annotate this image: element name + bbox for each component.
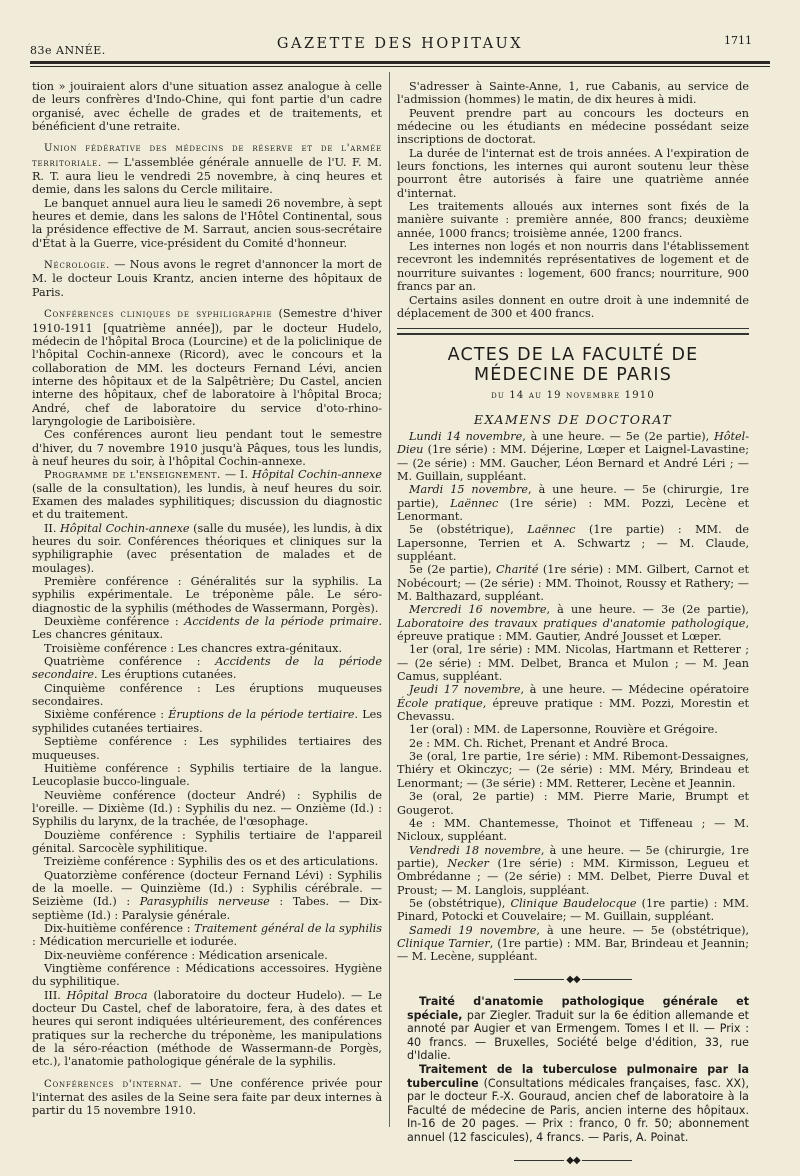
column-divider [389, 72, 390, 1127]
paragraph: Certains asiles donnent en outre droit à une indemnité de déplacement de 300 et 400 francs. [397, 293, 749, 320]
conference-item: Dix-huitième conférence : Traitement général de la syphilis : Médication mercurielle et iodurée. [32, 921, 382, 949]
paragraph: S'adresser à Sainte-Anne, 1, rue Cabanis, au service de l'admission (hommes) le matin, de dix heures à midi. [397, 80, 749, 107]
exam-entry: 5e (obstétrique), Clinique Baudelocque (1re partie) : MM. Pinard, Potocki et Couvelaire; — M. Guillain, suppléant. [397, 896, 749, 924]
conference-item: Treizième conférence : Syphilis des os et des articulations. [44, 855, 379, 869]
exam-entry: Vendredi 18 novembre, à une heure. — 5e (chirurgie, 1re partie), Necker (1re série) : MM. Kirmisson, Legueu et Ombrédanne ; — (2e série) : MM. Delbet, Pierre Duval et Proust; — M. Langlois, suppléant. [397, 843, 750, 897]
paragraph: La durée de l'internat est de trois années. A l'expiration de leurs fonctions, les internes qui auront soutenu leur thèse pourront être autorisés à faire une quatrième année d'internat. [397, 146, 749, 200]
left-column [32, 80, 382, 1118]
paragraph: Les internes non logés et non nourris dans l'établissement recevront les indemnités représentatives de logement et de nourriture suivantes : logement, 600 francs; nourriture, 900 francs par an. [397, 240, 749, 294]
conference-item: Troisième conférence : Les chancres extra-génitaux. [44, 641, 343, 655]
paragraph: Ces conférences auront lieu pendant tout le semestre d'hiver, du 7 novembre 1910 jusqu'à Pâques, tous les lundis, à neuf heures du soir, à l'hôpital Cochin-annexe. [32, 428, 382, 468]
paragraph: Peuvent prendre part au concours les docteurs en médecine ou les étudiants en médecine possédant seize inscriptions de doctorat. [397, 106, 749, 147]
section-heading: Union fédérative des médecins de réserve et de l'armée territoriale. [32, 143, 382, 169]
conferences-notice: Conférences cliniques de syphiligraphie (Semestre d'hiver 1910-1911 [quatrième année]), par le docteur Hudelo, médecin de l'hôpital Broca (Lourcine) et de la policlinique de l'hôpital Cochin-annexe (Ricord), avec le concours et la collaboration de MM. les docteurs Fernand Lévi, ancien interne des hôpitaux et de la Salpêtrière; Du Castel, ancien interne des hôpitaux, chef de laboratoire à l'hôpital Broca; André, chef de laboratoire du service d'oto-rhino-laryngologie de Lariboisière. [32, 307, 382, 428]
paragraph: II. Hôpital Cochin-annexe (salle du musée), les lundis, à dix heures du soir. Conférences théoriques et cliniques sur la syphiligraphie (avec présentation de malades et de moulages). [32, 521, 383, 575]
book-notice: Traitement de la tuberculose pulmonaire par la tuberculine (Consultations médicales françaises, fasc. XX), par le docteur F.-X. Gouraud, ancien chef de laboratoire à la Faculté de médecine de Paris, ancien interne des hôpitaux. In-16 de 20 pages. — Prix : franco, 0 fr. 50; abonnement annuel (12 fascicules), 4 francs. — Paris, A. Poinat. [407, 1062, 749, 1144]
year-label: 83e ANNÉE. [30, 44, 106, 57]
exam-entry: Mardi 15 novembre, à une heure. — 5e (chirurgie, 1re partie), Laënnec (1re série) : MM. Pozzi, Lecène et Lenormant. [397, 483, 749, 523]
paragraph: Les traitements alloués aux internes sont fixés de la manière suivante : première année, 800 francs; deuxième année, 1000 francs; troisième année, 1200 francs. [397, 200, 749, 240]
necrology-notice: Nécrologie. — Nous avons le regret d'annoncer la mort de M. le docteur Louis Krantz, ancien interne des hôpitaux de Paris. [32, 258, 382, 299]
exam-entry: 5e (2e partie), Charité (1re série) : MM. Gilbert, Carnot et Nobécourt; — (2e série) : MM. Thoinot, Roussy et Rathery; — M. Balthazard, suppléant. [397, 563, 749, 603]
conference-item: Dix-neuvième conférence : Médication arsenicale. [44, 948, 328, 962]
union-notice: Union fédérative des médecins de réserve et de l'armée territoriale. — L'assemblée générale annuelle de l'U. F. M. R. T. aura lieu le vendredi 25 novembre, à cinq heures et demie, dans les salons du Cercle militaire. [32, 143, 382, 197]
section-heading: Nécrologie. [44, 260, 111, 272]
conference-item: Septième conférence : Les syphilides tertiaires des muqueuses. [32, 735, 382, 762]
exam-entry: 3e (oral, 2e partie) : MM. Pierre Marie, Brumpt et Gougerot. [397, 790, 749, 817]
conference-item: Vingtième conférence : Médications accessoires. Hygiène du syphilitique. [32, 962, 382, 989]
journal-title: GAZETTE DES HOPITAUX [276, 36, 524, 52]
exam-entry: 5e (obstétrique), Laënnec (1re partie) : MM. de Lapersonne, Terrien et A. Schwartz ; — M. Claude, suppléant. [397, 523, 749, 563]
section-heading: Programme de l'enseignement. [44, 468, 221, 482]
program-paragraph: Programme de l'enseignement. — I. Hôpital Cochin-annexe (salle de la consultation), les lundis, à neuf heures du soir. Examen des malades syphilitiques; discussion du diagnostic et du traitement. [32, 468, 382, 522]
section-heading: Conférences cliniques de syphiligraphie [44, 309, 273, 321]
exam-entry: 1er (oral, 1re série) : MM. Nicolas, Hartmann et Retterer ; — (2e série) : MM. Delbet, Branca et Mulon ; — M. Jean Camus, suppléant. [397, 643, 749, 684]
internat-notice: Conférences d'internat. — Une conférence privée pour l'internat des asiles de la Seine sera faite par deux internes à partir du 15 novembre 1910. [32, 1076, 382, 1118]
paragraph: tion » jouiraient alors d'une situation assez analogue à celle de leurs confrères d'Indo-Chine, qui font partie d'un cadre organisé, avec échelle de grades et de traitements, et bénéficient d'une retraite. [32, 80, 382, 134]
header-rule-thin [30, 66, 770, 67]
conference-item: Sixième conférence : Éruptions de la période tertiaire. Les syphilides cutanées tertiaires. [32, 708, 382, 735]
exam-entry: 4e : MM. Chantemesse, Thoinot et Tiffeneau ; — M. Nicloux, suppléant. [397, 816, 749, 844]
paragraph: Le banquet annuel aura lieu le samedi 26 novembre, à sept heures et demie, dans les salons de l'Hôtel Continental, sous la présidence effective de M. Sarraut, ancien sous-secrétaire d'État à la Guerre, vice-président du Comité d'honneur. [32, 196, 382, 250]
exam-entry: 3e (oral, 1re partie, 1re série) : MM. Ribemont-Dessaignes, Thiéry et Okinczyc; — (2e série) : MM. Méry, Brindeau et Lenormant; — (3e série) : MM. Retterer, Lecène et Jeannin. [397, 750, 749, 790]
conference-item: Deuxième conférence : Accidents de la période primaire. Les chancres génitaux. [32, 615, 383, 642]
conference-item: Quatorzième conférence (docteur Fernand Lévi) : Syphilis de la moelle. — Quinzième (Id.) : Syphilis cérébrale. — Seizième (Id.) : Parasyphilis nerveuse : Tabes. — Dix-septième (Id.) : Paralysie générale. [32, 868, 383, 922]
conference-item: Huitième conférence : Syphilis tertiaire de la langue. Leucoplasie bucco-linguale. [32, 761, 382, 789]
page-number: 1711 [724, 34, 752, 47]
conference-item: Quatrième conférence : Accidents de la période secondaire. Les éruptions cutanées. [32, 655, 382, 682]
conference-item: Première conférence : Généralités sur la syphilis. La syphilis expérimentale. Le tréponème pâle. Le séro-diagnostic de la syphilis (méthodes de Wassermann, Porgès). [32, 575, 382, 615]
exam-entry: Jeudi 17 novembre, à une heure. — Médecine opératoire École pratique, épreuve pratique : MM. Pozzi, Morestin et Chevassu. [397, 683, 749, 724]
book-notice: Traité d'anatomie pathologique générale et spéciale, par Ziegler. Traduit sur la 6e édition allemande et annoté par Augier et van Ermengem. Tomes I et II. — Prix : 40 francs. — Bruxelles, Société belge d'édition, 33, rue d'Idalie. [407, 994, 749, 1063]
exam-entry: 1er (oral) : MM. de Lapersonne, Rouvière et Grégoire. [409, 723, 718, 737]
paragraph: III. Hôpital Broca (laboratoire du docteur Hudelo). — Le docteur Du Castel, chef de laboratoire, fera, à des dates et heures qui seront indiquées ultérieurement, des conférences pratiques sur la recherche du tréponème, les manipulations de la séro-réaction (méthode de Wassermann-de Porgès, etc.), l'anatomie pathologique générale de la syphilis. [32, 988, 382, 1069]
header-rule-thick [30, 61, 770, 64]
section-rule [397, 328, 749, 335]
ornament-divider: ◆◆ [397, 1154, 749, 1167]
faculty-title: ACTES DE LA FACULTÉ DE MÉDECINE DE PARIS [447, 345, 699, 386]
exam-entry: Samedi 19 novembre, à une heure. — 5e (obstétrique), Clinique Tarnier, (1re partie) : MM. Bar, Brindeau et Jeannin; — M. Lecène, suppléant. [397, 923, 749, 964]
conference-item: Neuvième conférence (docteur André) : Syphilis de l'oreille. — Dixième (Id.) : Syphilis du nez. — Onzième (Id.) : Syphilis du larynx, de la trachée, de l'œsophage. [32, 788, 382, 829]
exam-entry: Mercredi 16 novembre, à une heure. — 3e (2e partie), Laboratoire des travaux pratiques d'anatomie pathologique, épreuve pratique : MM. Gautier, André Jousset et Lœper. [397, 603, 749, 644]
exam-entry: Lundi 14 novembre, à une heure. — 5e (2e partie), Hôtel-Dieu (1re série) : MM. Déjerine, Lœper et Laignel-Lavastine; — (2e série) : MM. Gaucher, Léon Bernard et André Léri ; — M. Guillain, suppléant. [397, 429, 749, 483]
section-heading: Conférences d'internat. [44, 1078, 183, 1090]
exam-entry: 2e : MM. Ch. Richet, Prenant et André Broca. [409, 736, 669, 750]
exam-title: EXAMENS DE DOCTORAT [473, 411, 673, 427]
conference-item: Douzième conférence : Syphilis tertiaire de l'appareil génital. Sarcocèle syphilitique. [32, 828, 382, 855]
faculty-subtitle: du 14 au 19 novembre 1910 [491, 390, 655, 402]
right-column [397, 80, 749, 1176]
conference-item: Cinquième conférence : Les éruptions muqueuses secondaires. [32, 681, 382, 709]
ornament-divider: ◆◆ [397, 973, 749, 986]
